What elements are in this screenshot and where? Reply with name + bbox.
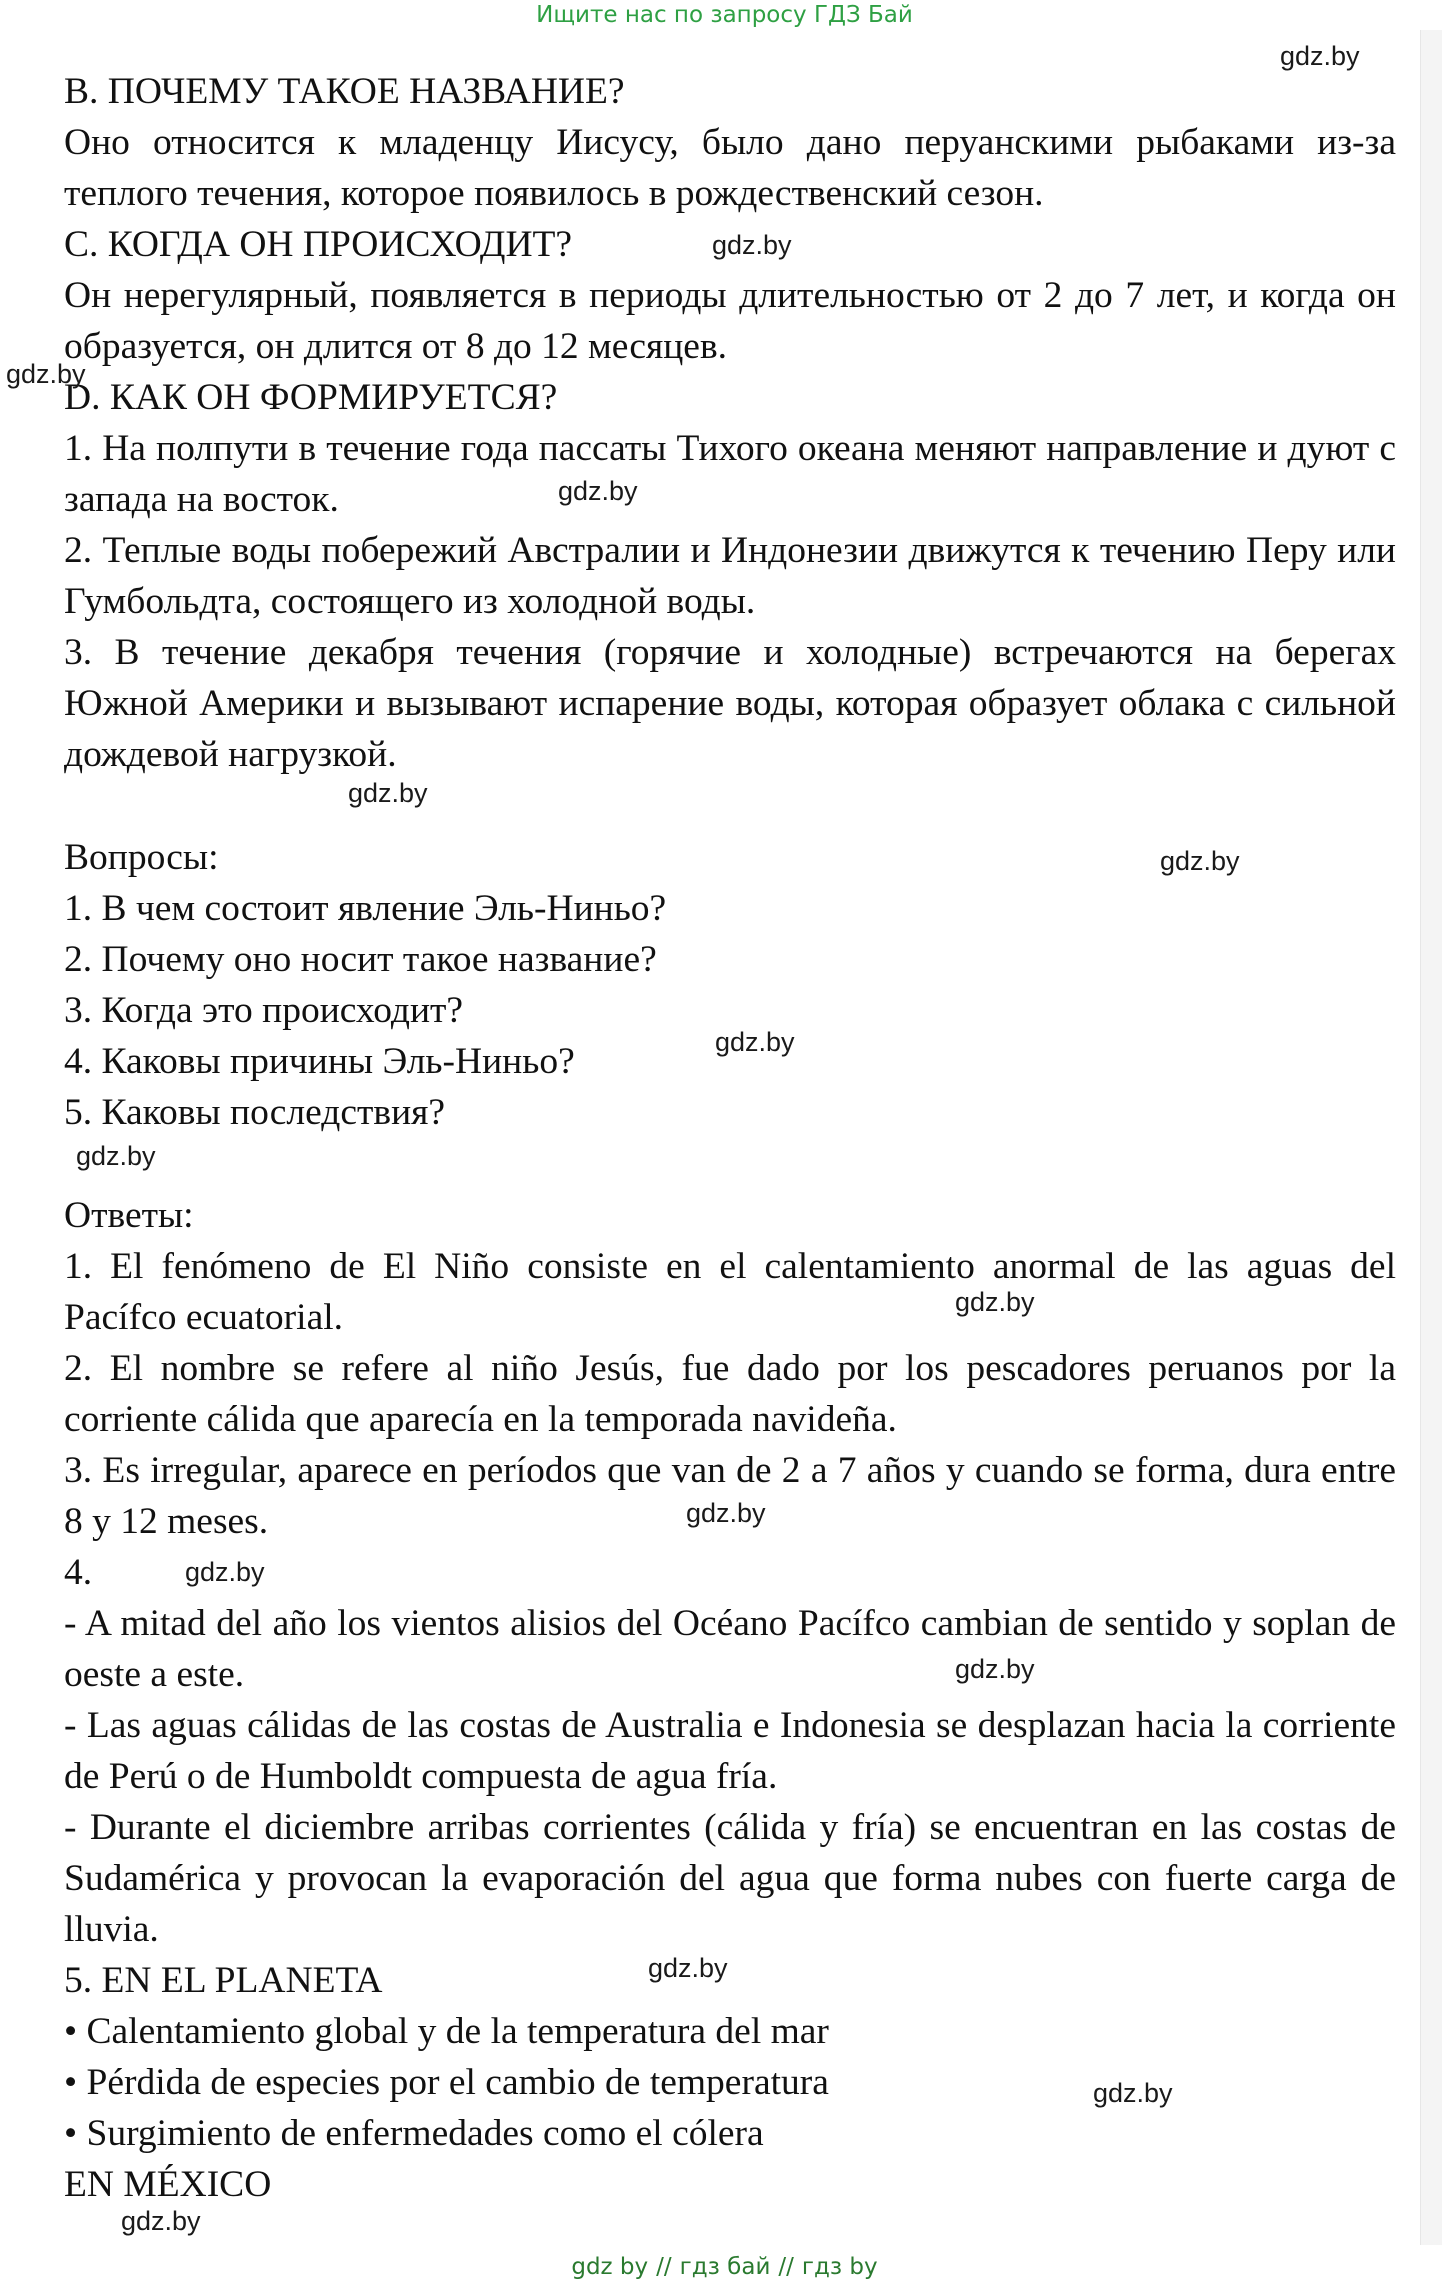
watermark: gdz.by xyxy=(6,359,86,389)
top-banner[interactable]: Ищите нас по запросу ГДЗ Бай xyxy=(536,2,913,28)
scrollbar-track[interactable] xyxy=(1420,30,1442,2245)
watermark: gdz.by xyxy=(76,1141,156,1171)
watermark: gdz.by xyxy=(955,1654,1035,1684)
watermark: gdz.by xyxy=(955,1287,1035,1317)
mexico-heading: EN MÉXICO xyxy=(64,2164,272,2205)
watermark: gdz.by xyxy=(1160,846,1240,876)
answer-4-item: - Durante el diciembre arribas corrientes (cálida y fría) se encuentran en las costas de Sudamérica y provocan la evaporación del agua que forma nubes con fuerte carga de lluvia. xyxy=(64,1807,1396,1950)
answer-5-item: • Pérdida de especies por el cambio de temperatura xyxy=(64,2062,829,2103)
footer-link-gdz-by-cyr[interactable]: гдз by xyxy=(801,2254,878,2280)
watermark: gdz.by xyxy=(1093,2078,1173,2108)
footer-links xyxy=(0,2252,1449,2282)
answer-3: 3. Es irregular, aparece en períodos que van de 2 a 7 años y cuando se forma, dura entre 8 y 12 meses. xyxy=(64,1450,1396,1542)
question-item: 1. В чем состоит явление Эль-Ниньо? xyxy=(64,888,667,929)
footer-link-gdz-by[interactable]: gdz by xyxy=(571,2254,649,2280)
section-b-heading: B. ПОЧЕМУ ТАКОЕ НАЗВАНИЕ? xyxy=(64,71,625,112)
question-item: 3. Когда это происходит? xyxy=(64,990,464,1031)
section-d-heading: D. КАК ОН ФОРМИРУЕТСЯ? xyxy=(64,377,558,418)
question-item: 5. Каковы последствия? xyxy=(64,1092,446,1133)
question-item: 4. Каковы причины Эль-Ниньо? xyxy=(64,1041,575,1082)
question-item: 2. Почему оно носит такое название? xyxy=(64,939,657,980)
watermark: gdz.by xyxy=(648,1953,728,1983)
watermark: gdz.by xyxy=(121,2206,201,2236)
document-content xyxy=(64,66,1396,2210)
answer-4-label: 4. xyxy=(64,1552,93,1593)
answers-heading: Ответы: xyxy=(64,1195,194,1236)
section-d-item: 3. В течение декабря течения (горячие и холодные) встречаются на берегах Южной Америки и вызывают испарение воды, которая образует облака с сильной дождевой нагрузкой. xyxy=(64,632,1396,775)
section-c-text: Он нерегулярный, появляется в периоды длительностью от 2 до 7 лет, и когда он образуется, он длится от 8 до 12 месяцев. xyxy=(64,275,1396,367)
answer-1: 1. El fenómeno de El Niño consiste en el calentamiento anormal de las aguas del Pacífco ecuatorial. xyxy=(64,1246,1396,1338)
footer-separator: // xyxy=(656,2254,672,2280)
answer-5-item: • Surgimiento de enfermedades como el cólera xyxy=(64,2113,764,2154)
answer-4-item: - Las aguas cálidas de las costas de Australia e Indonesia se desplazan hacia la corriente de Perú o de Humboldt compuesta de agua fría. xyxy=(64,1705,1396,1797)
watermark: gdz.by xyxy=(686,1498,766,1528)
watermark: gdz.by xyxy=(558,476,638,506)
watermark: gdz.by xyxy=(715,1027,795,1057)
section-c-heading: C. КОГДА ОН ПРОИСХОДИТ? xyxy=(64,224,573,265)
answer-4-item: - A mitad del año los vientos alisios del Océano Pacífco cambian de sentido y soplan de oeste a este. xyxy=(64,1603,1396,1695)
answer-5-heading: 5. EN EL PLANETA xyxy=(64,1960,383,2001)
answer-5-item: • Calentamiento global y de la temperatura del mar xyxy=(64,2011,829,2052)
footer-link-gdz-bai[interactable]: гдз бай xyxy=(679,2254,771,2280)
footer-separator: // xyxy=(778,2254,794,2280)
section-d-item: 1. На полпути в течение года пассаты Тихого океана меняют направление и дуют с запада на восток. xyxy=(64,428,1396,520)
section-b-text: Оно относится к младенцу Иисусу, было дано перуанскими рыбаками из-за теплого течения, которое появилось в рождественский сезон. xyxy=(64,122,1396,214)
watermark: gdz.by xyxy=(185,1557,265,1587)
questions-heading: Вопросы: xyxy=(64,837,219,878)
watermark: gdz.by xyxy=(348,778,428,808)
watermark: gdz.by xyxy=(712,230,792,260)
answer-2: 2. El nombre se refere al niño Jesús, fue dado por los pescadores peruanos por la corriente cálida que aparecía en la temporada navideña. xyxy=(64,1348,1396,1440)
section-d-item: 2. Теплые воды побережий Австралии и Индонезии движутся к течению Перу или Гумбольдта, состоящего из холодной воды. xyxy=(64,530,1396,622)
watermark: gdz.by xyxy=(1280,41,1360,71)
